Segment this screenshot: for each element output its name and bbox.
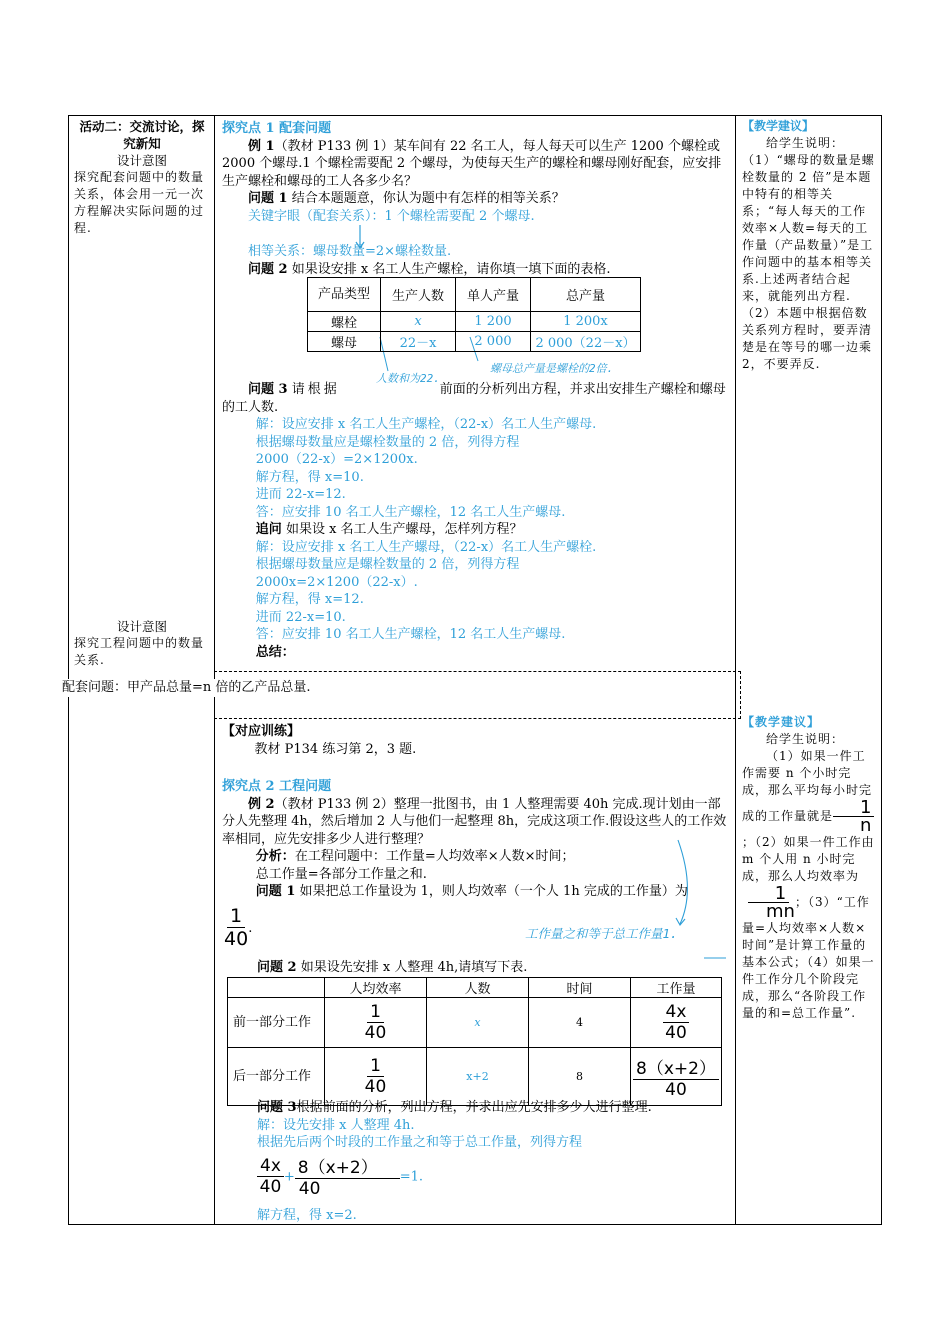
- table2-cell: 8: [529, 1048, 631, 1106]
- table1-cell: 1 200: [456, 312, 531, 332]
- question-2-label: 问题 2: [248, 261, 288, 277]
- table2-cell: [325, 998, 427, 1048]
- question-3-label: 问题 3: [248, 382, 288, 397]
- efficiency-numerator: 1: [227, 905, 245, 928]
- equation-b-num: 8（x+2）: [295, 1153, 400, 1179]
- teaching-advice-2-text-3: ；（3）“工作量=人均效率×人数×时间”是计算工作量的基本公式；（4）如果一件工作分几个阶段完成，那么“各阶段工作量的和=总工作量”.: [742, 895, 875, 1020]
- teaching-advice-2-intro: 给学生说明：: [766, 732, 845, 746]
- teaching-advice-2-fraction-1-den: n: [860, 815, 872, 836]
- part2-question-2-label: 问题 2: [257, 960, 297, 975]
- analysis-label: 分析：: [255, 849, 295, 864]
- efficiency-fraction: $\frac{1}{40}$ .: [224, 905, 253, 950]
- table1-cell: x: [381, 312, 456, 332]
- training: [222, 723, 730, 758]
- part2-title: 探究点 2 工程问题: [222, 779, 332, 794]
- equation-tail: =1.: [399, 1169, 424, 1185]
- solution-2: [222, 539, 730, 644]
- design-intent-text-2: 探究工程问题中的数量关系.: [74, 636, 205, 667]
- column-divider-right: [735, 115, 736, 1225]
- table2-cell: x: [427, 998, 529, 1048]
- teaching-advice-1-title: 【教学建议】: [742, 119, 815, 133]
- table1-cell: 2 000: [456, 332, 531, 352]
- teaching-advice-2-text-1: （1）如果一件工作需要 n 个小时完成，那么平均每小时完成的工作量就是: [742, 749, 873, 823]
- part2-question-1-text: 如果把总工作量设为 1，则人均效率（一个人 1h 完成的工作量）为: [299, 884, 688, 899]
- part1-continued: [222, 381, 730, 661]
- table2-row-name: 前一部分工作: [228, 998, 325, 1048]
- table2-eff-num: 1: [367, 1056, 384, 1077]
- table1-header: 产品类型: [308, 278, 381, 312]
- table2-header: 人数: [427, 978, 529, 998]
- table2-work-num: 8（x+2）: [633, 1054, 719, 1080]
- table2-cell: [325, 1048, 427, 1106]
- question-1: [222, 190, 730, 208]
- table1-header: 总产量: [531, 278, 641, 312]
- follow-up-label: 追问: [255, 522, 282, 537]
- part1-table: [307, 277, 641, 352]
- solution-2-line: 进而 22-x=10.: [255, 609, 346, 625]
- solution-1-line: 解方程，得 x=10.: [255, 469, 364, 485]
- relation-line: 相等关系：螺母数量=2×螺栓数量.: [248, 244, 452, 259]
- table2-header: 人均效率: [325, 978, 427, 998]
- part2-solution-line-1: 解：设先安排 x 人整理 4h.: [257, 1117, 415, 1133]
- example-1: [222, 138, 730, 191]
- solution-2-line: 答：应安排 10 名工人生产螺栓，12 名工人生产螺母.: [255, 627, 566, 642]
- question-2-text: 如果设安排 x 名工人生产螺栓，请你填一填下面的表格.: [291, 261, 611, 277]
- summary-text: 配套问题：甲产品总量=n 倍的乙产品总量.: [62, 680, 311, 695]
- part2-question-3: [257, 1099, 727, 1117]
- question-3-text-b: 前面的分析列出方程，并求出安排生产螺栓和螺母的工人数.: [222, 382, 726, 415]
- solution-1-line: 根据螺母数量应是螺栓数量的 2 倍，列得方程: [255, 434, 520, 450]
- solution-1-line: 进而 22-x=12.: [255, 487, 346, 502]
- teaching-advice-2-fraction-2-den: mn: [766, 901, 795, 922]
- training-text: 教材 P134 练习第 2，3 题.: [254, 741, 417, 757]
- keyword-line: 关键字眼（配套关系）：1 个螺栓需要配 2 个螺母.: [248, 208, 535, 224]
- table2-eff-num: 1: [367, 1002, 384, 1023]
- table1-cell: 22－x: [381, 332, 456, 352]
- equation-a-den: 40: [259, 1176, 282, 1197]
- part2-equation: $\frac{4x}{40}$ + $\frac{8(x+2)}{40}$ =1.: [257, 1153, 423, 1199]
- summary-label: 总结：: [255, 644, 295, 660]
- part2-question-3-block: [257, 1099, 727, 1152]
- training-title: 【对应训练】: [222, 724, 301, 739]
- part1-title: 探究点 1 配套问题: [222, 121, 332, 136]
- table1-header: 生产人数: [381, 278, 456, 312]
- analysis-line-2: 总工作量=各部分工作量之和.: [255, 866, 427, 882]
- teaching-advice-2-title: 【教学建议】: [742, 715, 821, 729]
- example-2: [222, 796, 730, 849]
- table2-eff-den: 40: [364, 1023, 387, 1043]
- solution-2-line: 2000x=2×1200（22-x）.: [255, 574, 418, 590]
- teaching-advice-1: [742, 118, 876, 373]
- part2-solution-last: 解方程，得 x=2.: [257, 1208, 357, 1223]
- solution-1-line: 解：设应安排 x 名工人生产螺栓，（22-x）名工人生产螺母.: [255, 417, 597, 432]
- teaching-advice-1-text: 给学生说明：（1）“螺母的数量是螺栓数量的 2 倍”是本题中特有的相等关系；“每人每天的工作效率×人数=每天的工作量（产品数量）”是工作问题中的基本相等关系.上述两者结合起来，就能列出方程.（2）本题中根据倍数关系列方程时，要弄清楚是在等号的哪一边乘 2，不要弄反.: [742, 136, 875, 371]
- question-1-text: 结合本题题意，你认为题中有怎样的相等关系？: [291, 191, 565, 206]
- table2-work-num: 4x: [663, 1002, 690, 1023]
- table2-work-den: 40: [665, 1023, 687, 1043]
- table2-row-name: 后一部分工作: [228, 1048, 325, 1106]
- note-people-sum: 人数和为22.: [376, 372, 440, 385]
- table2-header: 工作量: [631, 978, 722, 998]
- left-column: [74, 118, 210, 237]
- table2-work-den: 40: [665, 1079, 687, 1100]
- column-divider-left: [214, 115, 215, 1225]
- table1-cell: 1 200x: [531, 312, 641, 332]
- table1-cell: 螺栓: [308, 312, 381, 332]
- table2-header: [228, 978, 325, 998]
- teaching-advice-2-text-2: ；（2）如果一件工作由 m 个人用 n 小时完成，那么人均效率为: [742, 835, 875, 883]
- part2-table: [227, 977, 722, 1106]
- table2-cell: 4: [529, 998, 631, 1048]
- part2-question-3-text: 根据前面的分析，列出方程，并求出应先安排多少人进行整理.: [296, 1100, 652, 1115]
- example-1-text: （教材 P133 例 1）某车间有 22 名工人，每人每天可以生产 1200 个螺栓或 2000 个螺母.1 个螺栓需要配 2 个螺母，为使每天生产的螺栓和螺母刚好配套，应安排生产螺栓和螺母的工人各多少名？: [222, 138, 722, 189]
- left-column-2: [74, 618, 210, 669]
- follow-up-text: 如果设 x 名工人生产螺母，怎样列方程？: [285, 522, 523, 537]
- part2: [222, 778, 730, 901]
- part2-question-2-text: 如果设先安排 x 人整理 4h,请填写下表.: [300, 960, 528, 975]
- example-2-label: 例 2: [248, 796, 275, 812]
- solution-2-line: 根据螺母数量应是螺栓数量的 2 倍，列得方程: [255, 557, 520, 572]
- note-total-output: 螺母总产量是螺栓的2倍.: [490, 362, 614, 375]
- follow-up: [222, 521, 730, 539]
- teaching-advice-2: [742, 714, 876, 1022]
- table2-cell: x+2: [427, 1048, 529, 1106]
- teaching-advice-2-body: [742, 748, 876, 1022]
- solution-2-line: 解方程，得 x=12.: [255, 592, 364, 607]
- solution-1: [222, 416, 730, 521]
- equation-a-num: 4x: [257, 1156, 284, 1177]
- annotation-arrows-2: [660, 838, 730, 963]
- question-3-text-a: 请根据: [291, 382, 340, 397]
- example-2-text: （教材 P133 例 2）整理一批图书，由 1 人整理需要 40h 完成.现计划由一部分人先整理 4h，然后增加 2 人与他们一起整理 8h，完成这项工作.假设这些人的工作效率相同，应先安排多少人进行整理？: [222, 796, 727, 847]
- part2-question-1-label: 问题 1: [255, 884, 296, 899]
- analysis: [222, 848, 730, 866]
- example-1-label: 例 1: [248, 138, 275, 154]
- equation-b-den: 40: [298, 1179, 321, 1199]
- table2-cell: [631, 1048, 722, 1106]
- table1-cell: 2 000（22－x）: [531, 332, 641, 352]
- teaching-advice-2-fraction-1-num: 1: [833, 799, 874, 817]
- solution-1-line: 答：应安排 10 名工人生产螺栓，12 名工人生产螺母.: [255, 504, 566, 520]
- design-intent-title-1: 设计意图: [116, 153, 167, 168]
- analysis-line-1: 在工程问题中：工作量=人均效率×人数×时间；: [294, 849, 575, 864]
- design-intent-text-1: 探究配套问题中的数量关系，体会用一元一次方程解决实际问题的过程.: [74, 170, 205, 235]
- question-1-label: 问题 1: [248, 191, 288, 206]
- teaching-advice-2-fraction-2-num: 1: [748, 885, 789, 903]
- part2-question-3-label: 问题 3: [257, 1100, 297, 1115]
- question-3: [222, 381, 730, 416]
- table1-cell: 螺母: [308, 332, 381, 352]
- part2-solution-line-2: 根据先后两个时段的工作量之和等于总工作量，列得方程: [257, 1135, 583, 1150]
- table1-header: 单人产量: [456, 278, 531, 312]
- efficiency-denominator: 40: [224, 928, 249, 950]
- part2-question-1: [222, 883, 730, 901]
- solution-1-line: 2000（22-x）=2×1200x.: [255, 452, 418, 467]
- table2-header: 时间: [529, 978, 631, 998]
- solution-2-line: 解：设应安排 x 名工人生产螺母，（22-x）名工人生产螺栓.: [255, 539, 597, 555]
- note-work-sum: 工作量之和等于总工作量1.: [525, 926, 678, 941]
- activity-title: 活动二：交流讨论，探究新知: [79, 119, 205, 151]
- table2-eff-den: 40: [364, 1077, 387, 1097]
- table2-cell: [631, 998, 722, 1048]
- design-intent-title-2: 设计意图: [116, 619, 167, 634]
- part2-question-2: [257, 959, 527, 977]
